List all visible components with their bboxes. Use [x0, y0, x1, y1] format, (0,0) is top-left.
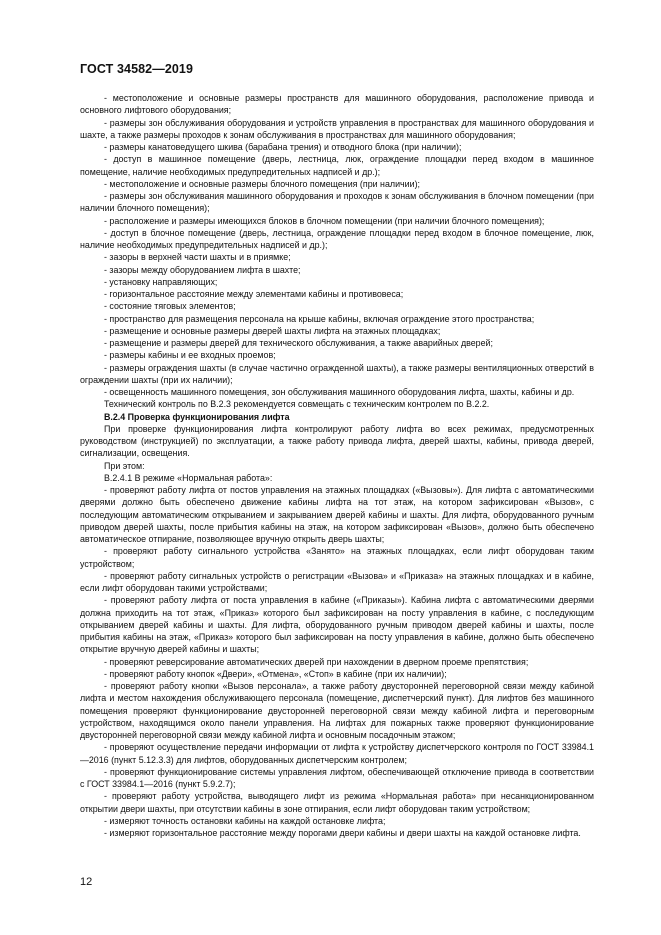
- paragraph: - размеры ограждения шахты (в случае частично огражденной шахты), а также размеры вентиляционных отверстий в ограждении шахты (при их наличии);: [80, 362, 594, 385]
- paragraph: - размещение и основные размеры дверей шахты лифта на этажных площадках;: [104, 325, 441, 336]
- paragraph: - пространство для размещения персонала на крыше кабины, включая ограждение этого пространства;: [104, 313, 535, 324]
- paragraph: - местоположение и основные размеры пространств для машинного оборудования, расположение привода и основного лифтового оборудования;: [80, 93, 594, 116]
- paragraph: Технический контроль по В.2.3 рекомендуется совмещать с техническим контролем по В.2.2.: [104, 399, 490, 410]
- paragraph: В.2.4.1 В режиме «Нормальная работа»:: [104, 472, 273, 483]
- paragraph: - проверяют работу кнопки «Вызов персонала», а также работу двусторонней переговорной связи между кабиной лифта и местом нахождения обслуживающего персонала (помещение, диспетчерский пункт). Для лифтов без машинного помещения проверяют функционирование двусторонней переговорной связи между кабиной лифта и переговорным устройством, находящимся около панели управления. На лифтах для пожарных также проверяют функционирование двусторонней переговорной связи между кабиной лифта и основным посадочным этажом;: [80, 681, 594, 740]
- paragraph: - местоположение и основные размеры блочного помещения (при наличии);: [104, 178, 420, 189]
- page-number: 12: [80, 876, 93, 888]
- section-heading: В.2.4 Проверка функционирования лифта: [104, 411, 290, 422]
- paragraph: - доступ в машинное помещение (дверь, лестница, люк, ограждение площадки перед входом в машинное помещение, наличие необходимых предупредительных надписей и др.);: [80, 154, 594, 177]
- paragraph: При проверке функционирования лифта контролируют работу лифта во всех режимах, предусмотренных руководством (инструкцией) по эксплуатации, а также работу привода лифта, дверей шахты, кабины, привода дверей, сигнализации, освещения.: [80, 423, 594, 459]
- paragraph: - зазоры между оборудованием лифта в шахте;: [104, 264, 301, 275]
- paragraph: - проверяют функционирование системы управления лифтом, обеспечивающей отключение привода в соответствии с ГОСТ 33984.1—2016 (пункт 5.9.2.7);: [80, 766, 594, 789]
- paragraph: - доступ в блочное помещение (дверь, лестница, ограждение площадки перед входом в блочное помещение, люк, наличие необходимых предупредительных надписей и др.);: [80, 227, 594, 250]
- paragraph: - освещенность машинного помещения, зон обслуживания машинного оборудования лифта, шахты, кабины и др.: [104, 387, 575, 397]
- paragraph: - проверяют работу лифта от поста управления в кабине («Приказы»). Кабина лифта с автоматическими дверями должна приходить на тот этаж, «Приказ» которого был зафиксирован на посту управления в кабине, с последующим открыванием дверей кабины и шахты. Для лифта, оборудованного ручным приводом дверей кабины и шахты, после прибытия кабины на этаж, «Приказ» которого был зафиксирован на посту управления в кабине, должно быть обеспечено открытие вручную дверей кабины и шахты;: [80, 595, 594, 655]
- paragraph: - измеряют точность остановки кабины на каждой остановке лифта;: [104, 815, 386, 826]
- paragraph: - проверяют работу сигнальных устройств о регистрации «Вызова» и «Приказа» на этажных площадках и в кабине, если лифт оборудован такими устройствами;: [80, 570, 594, 593]
- paragraph: - размещение и размеры дверей для технического обслуживания, а также аварийных дверей;: [104, 338, 493, 348]
- paragraph: - проверяют работу кнопок «Двери», «Отмена», «Стоп» в кабине (при их наличии);: [104, 668, 447, 679]
- paragraph: - проверяют работу устройства, выводящего лифт из режима «Нормальная работа» при несанкционированном открытии двери шахты, при отсутствии кабины в зоне отпирания, если лифт оборудован таким устройством;: [80, 791, 594, 814]
- paragraph: При этом:: [104, 460, 145, 471]
- paragraph: - проверяют работу сигнального устройства «Занято» на этажных площадках, если лифт оборудован таким устройством;: [80, 546, 594, 569]
- paragraph: - горизонтальное расстояние между элементами кабины и противовеса;: [104, 289, 404, 299]
- paragraph: - проверяют реверсирование автоматических дверей при нахождении в дверном проеме препятствия;: [104, 656, 529, 667]
- paragraph: - проверяют работу лифта от постов управления на этажных площадках («Вызовы»). Для лифта с автоматическими дверями должно быть обеспечено движение кабины лифта на тот этаж, на котором зафиксирован «Вызов», с последующим автоматическим открыванием и закрыванием дверей кабины и шахты. Для лифта, оборудованного ручным приводом дверей шахты, после прибытия кабины на этаж, на котором зафиксирован «Вызов», должно быть обеспечено автоматическое отпирание, позволяющее вручную открыть дверь шахты;: [80, 485, 594, 544]
- paragraph: - состояние тяговых элементов;: [104, 301, 236, 312]
- page-header: ГОСТ 34582—2019: [80, 62, 194, 76]
- paragraph: - размеры зон обслуживания оборудования и устройств управления в пространствах для машинного оборудования и шахте, а также размеры проходов к зонам обслуживания в пространствах для машинного оборудования;: [80, 117, 594, 140]
- paragraph: - установку направляющих;: [104, 276, 218, 287]
- paragraph: - проверяют осуществление передачи информации от лифта к устройству диспетчерского контроля по ГОСТ 33984.1—2016 (пункт 5.12.3.3) для лифтов, оборудованных диспетчерским контролем;: [80, 742, 594, 765]
- paragraph: - размеры зон обслуживания машинного оборудования и проходов к зонам обслуживания в блочном помещении (при наличии блочного помещения);: [80, 191, 594, 214]
- paragraph: - расположение и размеры имеющихся блоков в блочном помещении (при наличии блочного помещения);: [104, 215, 545, 226]
- paragraph: - размеры канатоведущего шкива (барабана трения) и отводного блока (при наличии);: [104, 142, 462, 152]
- paragraph: - зазоры в верхней части шахты и в приямке;: [104, 252, 291, 263]
- paragraph: - измеряют горизонтальное расстояние между порогами двери кабины и двери шахты на каждой остановке лифта.: [104, 828, 581, 838]
- document-body: [80, 92, 594, 839]
- paragraph: - размеры кабины и ее входных проемов;: [104, 350, 276, 361]
